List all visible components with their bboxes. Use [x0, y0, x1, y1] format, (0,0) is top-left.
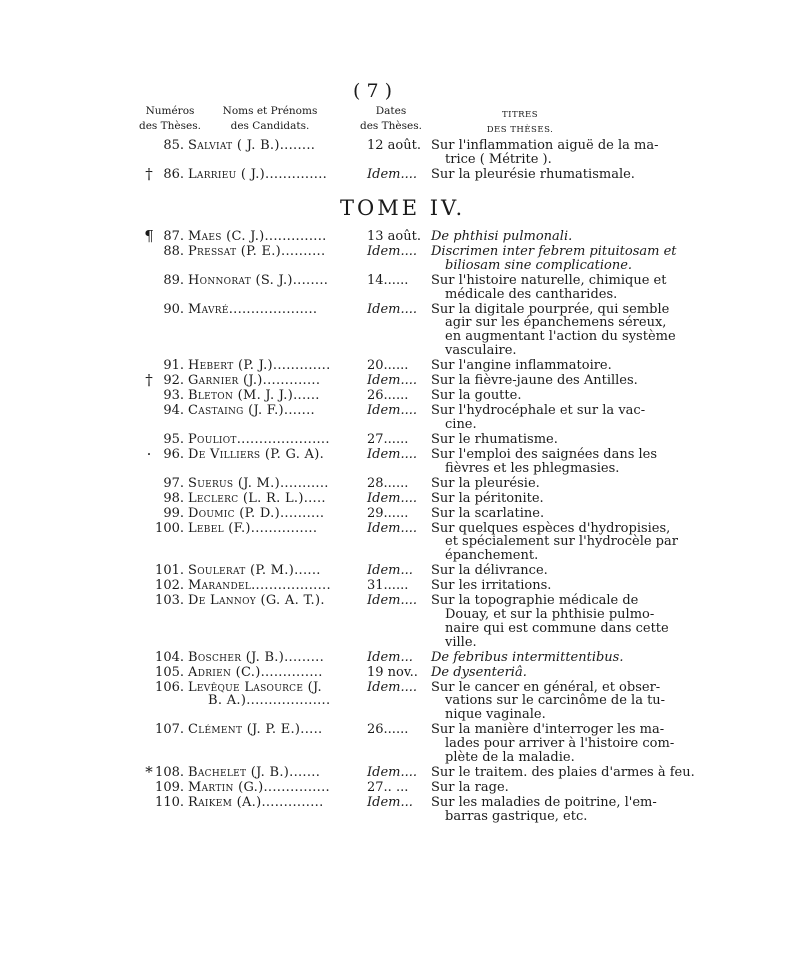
entry-name-text: Clément (J. P. E.)..... — [188, 722, 323, 738]
entry-title — [431, 593, 669, 650]
entry-name — [188, 492, 363, 506]
entry-date: 19 nov.. — [367, 664, 418, 680]
entry-date: Idem.... — [367, 679, 418, 695]
entry-title — [431, 139, 663, 167]
header-titres-line1: TITRES — [501, 110, 539, 120]
header-titres-line2: DES THÈSES. — [486, 125, 554, 135]
entry-name-text: Marandel.................. — [188, 578, 331, 594]
entry-name — [188, 359, 363, 373]
entry-title-line: et spécialement sur l'hydrocèle par — [445, 534, 678, 550]
entry-title — [431, 168, 663, 182]
entry-title — [431, 359, 663, 373]
entry-title-line: ville. — [445, 634, 477, 650]
entry-name-text: Garnier (J.)............. — [188, 373, 321, 388]
entry-title — [431, 781, 663, 795]
entry-title-line: Sur la topographie médicale de — [431, 593, 639, 609]
entry-title-line: Sur la digitale pourprée, qui semble — [431, 301, 670, 317]
entry-name — [188, 477, 363, 491]
header-noms-line2: des Candidats. — [230, 120, 310, 132]
entry-title-line: lades pour arriver à l'histoire com- — [445, 735, 675, 751]
header-numeros-line2: des Thèses. — [139, 120, 201, 132]
entry-name — [188, 274, 363, 288]
entry-name — [188, 564, 363, 578]
entry-name — [188, 579, 363, 593]
entry-title-line: Sur le traitem. des plaies d'armes à feu. — [431, 764, 695, 780]
header-dates-line1: Dates — [375, 105, 407, 117]
entry-date: Idem... — [367, 649, 413, 665]
entry-number: 95. — [163, 431, 184, 447]
entry-name — [188, 507, 363, 521]
entry-title-line: cine. — [445, 416, 477, 432]
entry-name-text: Martin (G.)............... — [188, 779, 330, 795]
header-noms — [220, 104, 320, 134]
entry-name — [188, 766, 363, 780]
entry-name — [188, 522, 363, 536]
entry-title-line: Sur l'histoire naturelle, chimique et — [431, 272, 667, 288]
entry-title-line: en augmentant l'action du système — [445, 329, 676, 345]
entry-name — [188, 723, 363, 737]
entry-title-line: De phthisi pulmonali. — [431, 229, 573, 244]
entry-name — [188, 245, 363, 259]
header-dates-line2: des Thèses. — [360, 120, 422, 132]
entry-date: 13 août. — [367, 229, 421, 244]
entry-name — [188, 168, 363, 182]
entry-number: 87. — [163, 229, 184, 244]
entry-name — [188, 404, 363, 418]
header-titres — [470, 108, 570, 138]
entry-number: 93. — [163, 388, 184, 403]
entry-title-line: Sur le rhumatisme. — [431, 431, 558, 447]
entry-number: 89. — [163, 272, 184, 288]
entry-date: Idem.... — [367, 301, 418, 317]
entry-title — [431, 301, 676, 358]
entry-name-text: Mavré.................... — [188, 301, 318, 317]
entry-number: 90. — [163, 301, 184, 317]
entry-title — [431, 666, 663, 680]
entry-number: 107. — [155, 722, 184, 738]
entry-title-line: fièvres et les phlegmasies. — [445, 460, 620, 476]
entry-title — [431, 492, 663, 506]
tome-heading: TOME IV. — [340, 196, 466, 220]
entry-title — [431, 230, 663, 244]
entry-date: 12 août. — [367, 138, 421, 153]
entry-title-line: naire qui est commune dans cette — [445, 620, 669, 636]
entry-title — [431, 651, 663, 665]
entry-number: 101. — [155, 563, 184, 579]
entry-date: 26...... — [367, 722, 409, 738]
entry-number: 92. — [163, 373, 184, 388]
entry-number: 110. — [155, 794, 184, 810]
entry-title-line: Sur le cancer en général, et obser- — [431, 679, 661, 695]
entry-number: 86. — [163, 166, 184, 182]
entry-name-text: Salviat ( J. B.)........ — [188, 138, 316, 153]
entry-title — [431, 507, 663, 521]
entry-date: 27...... — [367, 431, 409, 447]
entry-title — [431, 477, 663, 491]
entry-name — [188, 374, 363, 388]
entry-date: Idem.... — [367, 403, 418, 418]
entry-number: 88. — [163, 244, 184, 259]
header-numeros-line1: Numéros — [145, 105, 195, 117]
entry-name — [188, 666, 363, 680]
entry-number: 91. — [163, 358, 184, 373]
entry-title — [431, 433, 663, 447]
entry-name — [188, 594, 363, 608]
entry-title-line: Sur la rage. — [431, 779, 509, 795]
entry-name — [188, 796, 363, 810]
entry-name-text: De Villiers (P. G. A). — [188, 446, 325, 462]
entry-name — [188, 389, 363, 403]
entry-title-line: vations sur le carcinôme de la tu- — [445, 693, 666, 709]
entry-name-text-cont: B. A.)................... — [208, 693, 331, 709]
entry-date: 31...... — [367, 578, 409, 594]
entry-name-text: Boscher (J. B.)......... — [188, 649, 324, 665]
entry-date: Idem.... — [367, 764, 418, 780]
entry-name-text: Bleton (M. J. J.)...... — [188, 388, 320, 403]
entry-title-line: De febribus intermittentibus. — [431, 649, 624, 665]
entry-date: Idem.... — [367, 520, 418, 536]
entry-name-text: Honnorat (S. J.)........ — [188, 272, 329, 288]
entry-title-line: Sur l'hydrocéphale et sur la vac- — [431, 403, 646, 418]
entry-date: 28...... — [367, 475, 409, 491]
entry-title-line: nique vaginale. — [445, 707, 546, 723]
entry-number: 106. — [155, 679, 184, 695]
entry-title-line: Sur la pleurésie rhumatismale. — [431, 166, 635, 182]
entry-name-text: Lebel (F.)............... — [188, 520, 318, 536]
entry-number: 100. — [155, 520, 184, 536]
entry-name-text: Larrieu ( J.).............. — [188, 166, 328, 182]
entry-title — [431, 404, 663, 432]
entry-title-line: Sur l'angine inflammatoire. — [431, 358, 612, 373]
entry-number: 104. — [155, 649, 184, 665]
entry-date: Idem.... — [367, 593, 418, 609]
entry-name-text: De Lannoy (G. A. T.). — [188, 593, 325, 609]
entry-number: 105. — [155, 664, 184, 680]
entry-title-line: Discrimen inter febrem pituitosam et — [431, 244, 677, 259]
entry-name-text: Pressat (P. E.).......... — [188, 244, 326, 259]
entry-name — [188, 681, 363, 709]
entry-number: 98. — [163, 490, 184, 506]
entry-title-line: Douay, et sur la phthisie pulmo- — [445, 606, 655, 622]
entry-date: Idem... — [367, 563, 413, 579]
entry-title-line: Sur la pleurésie. — [431, 475, 540, 491]
entry-title — [431, 764, 695, 780]
entry-name — [188, 230, 363, 244]
entry-title-line: Sur la délivrance. — [431, 563, 548, 579]
entry-date: Idem.... — [367, 373, 418, 388]
entry-number: 108. — [155, 764, 184, 780]
entry-date: 26...... — [367, 388, 409, 403]
entry-number: 109. — [155, 779, 184, 795]
entry-date: Idem.... — [367, 244, 418, 259]
entry-title — [431, 722, 675, 765]
entry-title — [431, 679, 666, 723]
entry-title-line: Sur les maladies de poitrine, l'em- — [431, 794, 657, 810]
entry-date: Idem.... — [367, 166, 418, 182]
entry-mark: · — [146, 444, 152, 463]
entry-title — [431, 272, 667, 302]
entry-title-line: plète de la maladie. — [445, 749, 575, 765]
entry-name-text: Levêque Lasource (J. — [188, 679, 322, 695]
entry-name-text: Castaing (J. F.)....... — [188, 403, 315, 418]
entry-date: 20...... — [367, 358, 409, 373]
entry-title-line: barras gastrique, etc. — [445, 808, 588, 824]
entry-title-line: De dysenteriâ. — [431, 664, 527, 680]
entry-mark: * — [145, 762, 153, 781]
entry-title-line: épanchement. — [445, 548, 539, 564]
entry-name-text: Suerus (J. M.)........... — [188, 475, 329, 491]
entry-mark: † — [145, 164, 153, 183]
entry-number: 103. — [155, 593, 184, 609]
entry-name-text: Hebert (P. J.)............. — [188, 358, 331, 373]
entry-mark: † — [145, 371, 153, 389]
header-noms-line1: Noms et Prénoms — [222, 105, 318, 117]
entry-title-line: Sur la fièvre-jaune des Antilles. — [431, 373, 638, 388]
entry-date: 27.. ... — [367, 779, 409, 795]
entry-title-line: Sur quelques espèces d'hydropisies, — [431, 520, 671, 536]
entry-number: 94. — [163, 403, 184, 418]
entry-title — [431, 374, 663, 388]
entry-mark: ¶ — [144, 227, 154, 245]
entry-number: 85. — [163, 138, 184, 153]
entry-title-line: Sur la péritonite. — [431, 490, 544, 506]
entry-name — [188, 781, 363, 795]
entry-title — [431, 389, 663, 403]
entry-title-line: Sur la manière d'interroger les ma- — [431, 722, 665, 738]
entry-title-line: Sur les irritations. — [431, 578, 552, 594]
entry-title-line: Sur la goutte. — [431, 388, 522, 403]
entry-number: 96. — [163, 446, 184, 462]
entry-title — [431, 448, 663, 476]
entry-name-text: Maes (C. J.).............. — [188, 229, 327, 244]
entry-title-line: vasculaire. — [445, 342, 517, 358]
entry-name — [188, 448, 363, 462]
header-numeros — [138, 104, 202, 134]
entry-title — [431, 796, 663, 824]
entry-title-line: Sur l'inflammation aiguë de la ma- — [431, 138, 659, 153]
entry-name-text: Bachelet (J. B.)....... — [188, 764, 321, 780]
header-dates — [358, 104, 424, 134]
page-number: ( 7 ) — [353, 80, 392, 102]
entry-name-text: Raikem (A.).............. — [188, 794, 324, 810]
entry-number: 97. — [163, 475, 184, 491]
entry-date: Idem... — [367, 794, 413, 810]
entry-number: 102. — [155, 578, 184, 594]
entry-name — [188, 651, 363, 665]
entry-date: Idem.... — [367, 490, 418, 506]
entry-name-text: Leclerc (L. R. L.)..... — [188, 490, 326, 506]
entry-title-line: agir sur les épanchemens séreux, — [445, 315, 667, 331]
entry-name-text: Soulerat (P. M.)...... — [188, 563, 321, 579]
entry-title-line: Sur l'emploi des saignées dans les — [431, 446, 658, 462]
entry-name — [188, 139, 363, 153]
entry-date: 29...... — [367, 505, 409, 521]
entry-number: 99. — [163, 505, 184, 521]
entry-title-line: biliosam sine complicatione. — [445, 257, 633, 273]
entry-name — [188, 303, 363, 317]
entry-name-text: Pouliot..................... — [188, 431, 330, 447]
entry-name-text: Adrien (C.).............. — [188, 664, 323, 680]
entry-title — [431, 520, 678, 564]
entry-title — [431, 579, 663, 593]
entry-name-text: Doumic (P. D.).......... — [188, 505, 325, 521]
entry-title — [431, 244, 677, 273]
entry-title-line: trice ( Métrite ). — [445, 151, 552, 167]
entry-date: 14...... — [367, 272, 409, 288]
entry-title — [431, 564, 663, 578]
entry-date: Idem.... — [367, 446, 418, 462]
entry-title-line: médicale des cantharides. — [445, 286, 618, 302]
entry-name — [188, 433, 363, 447]
entry-title-line: Sur la scarlatine. — [431, 505, 545, 521]
